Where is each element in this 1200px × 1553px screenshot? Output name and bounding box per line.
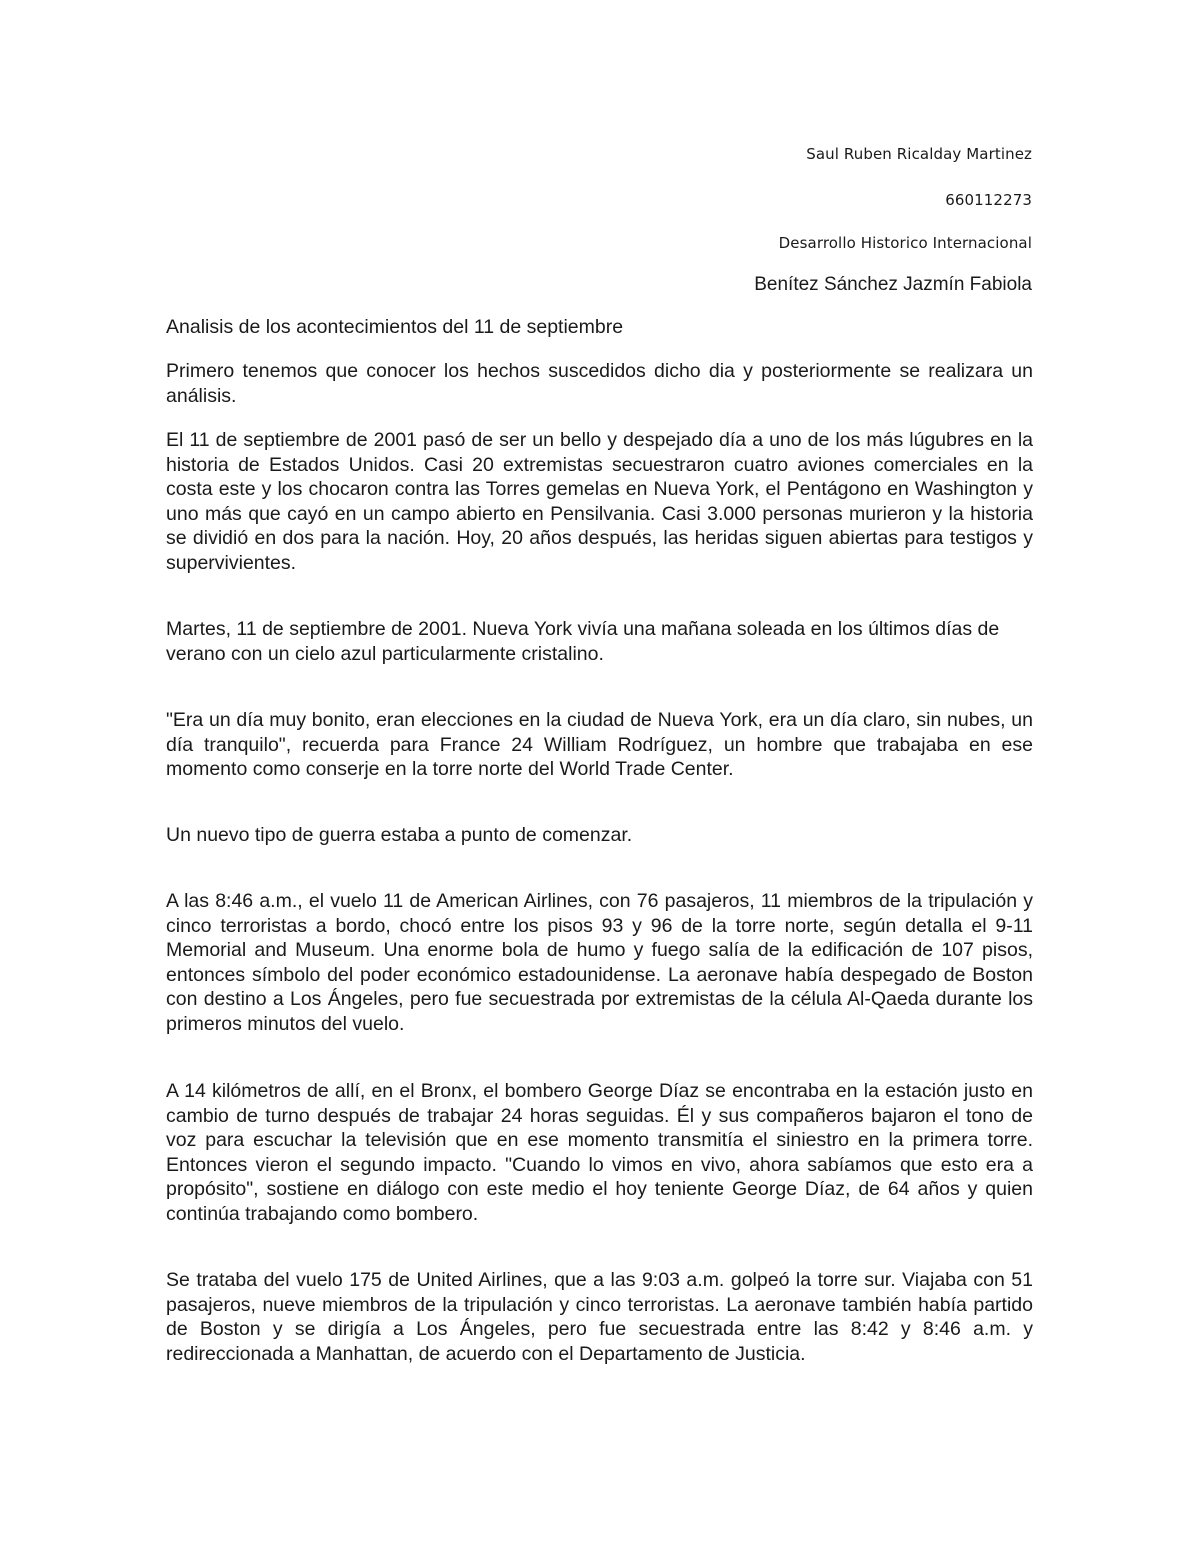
- teacher-name: Benítez Sánchez Jazmín Fabiola: [754, 274, 1032, 295]
- paragraph: Se trataba del vuelo 175 de United Airlines, que a las 9:03 a.m. golpeó la torre sur. Viajaba con 51 pasajeros, nueve miembros de la tripulación y cinco terroristas. La aeronave también había partido de Boston y se dirigía a Los Ángeles, pero fue secuestrada entre las 8:42 y 8:46 a.m. y redireccionada a Manhattan, de acuerdo con el Departamento de Justicia.: [166, 1269, 1033, 1365]
- student-id: 660112273: [945, 191, 1032, 209]
- paragraph: A 14 kilómetros de allí, en el Bronx, el bombero George Díaz se encontraba en la estación justo en cambio de turno después de trabajar 24 horas seguidas. Él y sus compañeros bajaron el tono de voz para escuchar la televisión que en ese momento transmitía el siniestro en la primera torre. Entonces vieron el segundo impacto. "Cuando lo vimos en vivo, ahora sabíamos que esto era a propósito", sostiene en diálogo con este medio el hoy teniente George Díaz, de 64 años y quien continúa trabajando como bombero.: [166, 1080, 1033, 1225]
- paragraph: El 11 de septiembre de 2001 pasó de ser un bello y despejado día a uno de los más lúgubres en la historia de Estados Unidos. Casi 20 extremistas secuestraron cuatro aviones comerciales en la costa este y los chocaron contra las Torres gemelas en Nueva York, el Pentágono en Washington y uno más que cayó en un campo abierto en Pensilvania. Casi 3.000 personas murieron y la historia se dividió en dos para la nación. Hoy, 20 años después, las heridas siguen abiertas para testigos y supervivientes.: [166, 429, 1033, 574]
- paragraph: Un nuevo tipo de guerra estaba a punto de comenzar.: [166, 824, 633, 846]
- paragraph: Martes, 11 de septiembre de 2001. Nueva York vivía una mañana soleada en los últimos días de verano con un cielo azul particularmente cristalino.: [166, 618, 1000, 665]
- paragraph: "Era un día muy bonito, eran elecciones en la ciudad de Nueva York, era un día claro, sin nubes, un día tranquilo", recuerda para France 24 William Rodríguez, un hombre que trabajaba en ese momento como conserje en la torre norte del World Trade Center.: [166, 709, 1033, 781]
- document-title: Analisis de los acontecimientos del 11 de septiembre: [166, 316, 624, 338]
- paragraph: Primero tenemos que conocer los hechos suscedidos dicho dia y posteriormente se realizara un análisis.: [166, 360, 1033, 407]
- author-name: Saul Ruben Ricalday Martinez: [806, 145, 1032, 163]
- paragraph: A las 8:46 a.m., el vuelo 11 de American Airlines, con 76 pasajeros, 11 miembros de la tripulación y cinco terroristas a bordo, chocó entre los pisos 93 y 96 de la torre norte, según detalla el 9-11 Memorial and Museum. Una enorme bola de humo y fuego salía de la edificación de 107 pisos, entonces símbolo del poder económico estadounidense. La aeronave había despegado de Boston con destino a Los Ángeles, pero fue secuestrada por extremistas de la célula Al-Qaeda durante los primeros minutos del vuelo.: [166, 890, 1033, 1035]
- course-name: Desarrollo Historico Internacional: [778, 234, 1032, 252]
